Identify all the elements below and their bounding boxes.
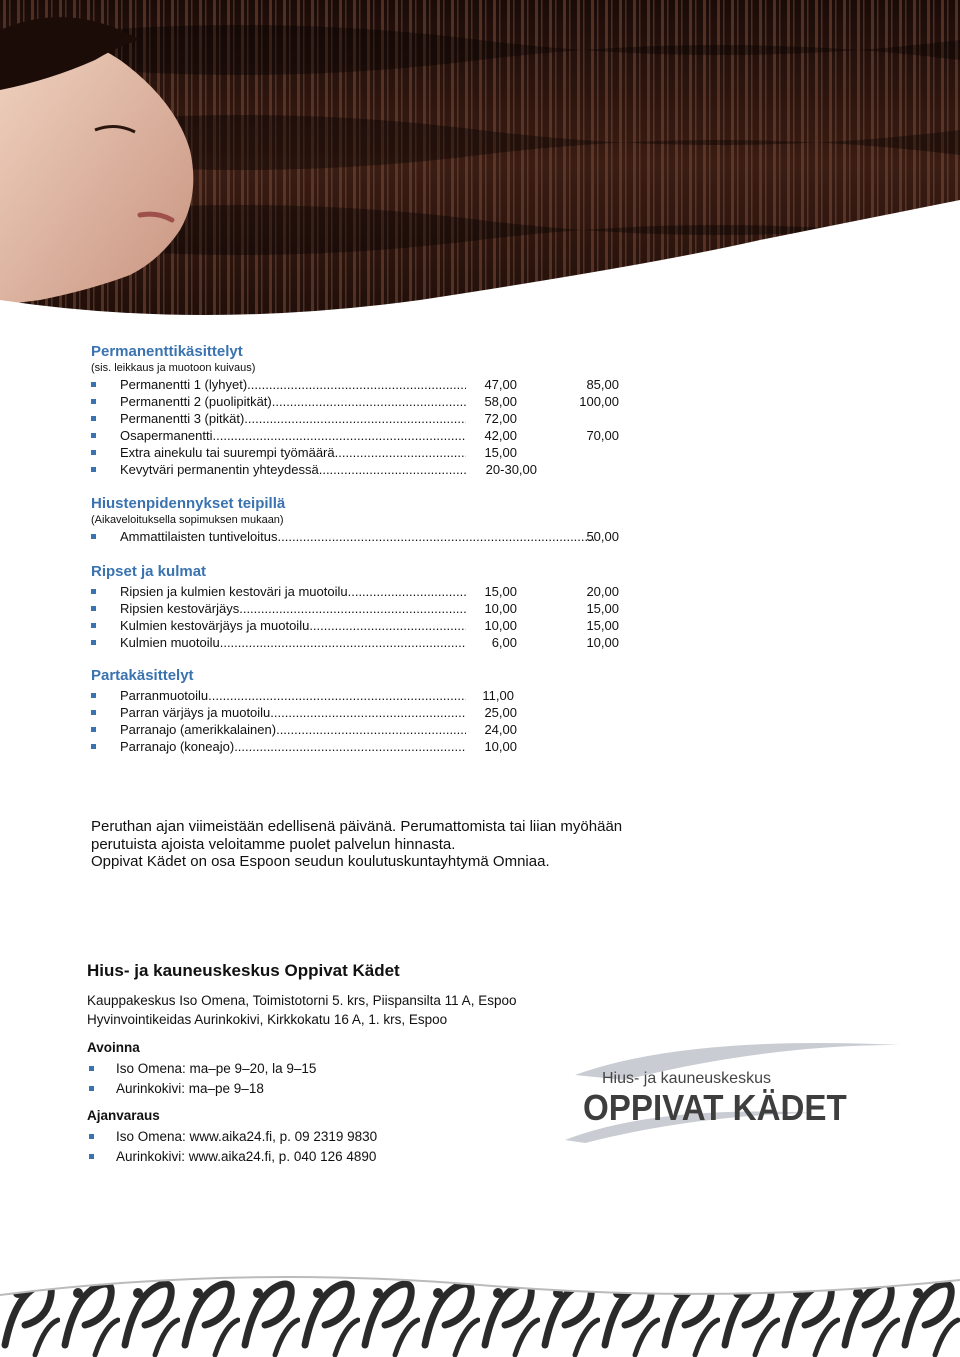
price-row [91,410,691,427]
price-1: 15,00 [484,445,517,460]
price-2: 15,00 [586,601,619,616]
hours-text: Aurinkokivi: ma–pe 9–18 [116,1081,264,1096]
price-row [91,376,691,393]
price-row [91,583,691,600]
service-name: Kulmien kestovärjäys ja muotoilu ..... [120,617,466,634]
booking-list [87,1127,607,1167]
booking-text: Aurinkokivi: www.aika24.fi, p. 040 126 4890 [116,1149,377,1164]
bullet-icon [91,727,96,732]
list-item [87,1127,607,1147]
price-1: 10,00 [484,618,517,633]
ornamental-footer-pattern [0,1265,960,1357]
price-1: 58,00 [484,394,517,409]
address-line: Kauppakeskus Iso Omena, Toimistotorni 5. krs, Piispansilta 11 A, Espoo [87,993,517,1008]
bullet-icon [89,1086,94,1091]
bullet-icon [91,589,96,594]
service-name: Osapermanentti ..... [120,427,466,444]
logo-tagline: Hius- ja kauneuskeskus [602,1070,771,1087]
service-name: Parranajo (koneajo) ..... [120,738,466,755]
section-title: Hiustenpidennykset teipillä [91,495,286,512]
service-name: Permanentti 1 (lyhyet) ..... [120,376,466,393]
notice-line: Oppivat Kädet on osa Espoon seudun koulutuskuntayhtymä Omniaa. [91,853,550,870]
bullet-icon [91,467,96,472]
booking-text: Iso Omena: www.aika24.fi, p. 09 2319 9830 [116,1129,378,1144]
price-1: 24,00 [484,722,517,737]
price-1: 47,00 [484,377,517,392]
price-1: 11,00 [482,688,514,703]
bullet-icon [91,693,96,698]
hours-title: Avoinna [87,1040,140,1055]
bullet-icon [89,1066,94,1071]
price-1: 50,00 [586,529,619,544]
service-name: Ammattilaisten tuntiveloitus ..... [120,528,594,545]
price-row [91,600,691,617]
bullet-icon [91,744,96,749]
section-beard [91,667,691,755]
section-permanent [91,343,691,478]
service-name: Kevytväri permanentin yhteydessä ..... [120,461,466,478]
price-2: 20,00 [586,584,619,599]
price-row [91,528,691,545]
price-1: 72,00 [484,411,517,426]
price-2: 85,00 [586,377,619,392]
service-name: Parranajo (amerikkalainen) ..... [120,721,466,738]
hours-text: Iso Omena: ma–pe 9–20, la 9–15 [116,1061,317,1076]
price-1: 20-30,00 [485,462,537,477]
price-2: 100,00 [579,394,619,409]
price-row [91,427,691,444]
hair-banner-image [0,0,960,330]
bullet-icon [91,534,96,539]
bullet-icon [91,433,96,438]
price-row [91,738,691,755]
section-title: Ripset ja kulmat [91,563,207,580]
bullet-icon [91,710,96,715]
service-name: Extra ainekulu tai suurempi työmäärä ..... [120,444,466,461]
price-row [91,617,691,634]
price-1: 10,00 [484,601,517,616]
service-name: Parranmuotoilu ..... [120,687,466,704]
contact-title: Hius- ja kauneuskeskus Oppivat Kädet [87,961,400,980]
price-row [91,444,691,461]
section-note: (Aikaveloituksella sopimuksen mukaan) [91,514,284,526]
bullet-icon [91,623,96,628]
address-line: Hyvinvointikeidas Aurinkokivi, Kirkkokatu 16 A, 1. krs, Espoo [87,1012,448,1027]
service-name: Ripsien kestovärjäys ..... [120,600,466,617]
price-row [91,634,691,651]
price-row [91,461,691,478]
bullet-icon [91,606,96,611]
logo-brand: OPPIVAT KÄDET [583,1087,847,1128]
service-name: Parran värjäys ja muotoilu ..... [120,704,466,721]
service-name: Permanentti 3 (pitkät) ..... [120,410,466,427]
section-title: Permanenttikäsittelyt [91,343,243,360]
oppivat-kadet-logo [565,1035,905,1145]
price-1: 15,00 [484,584,517,599]
service-name: Ripsien ja kulmien kestoväri ja muotoilu ..... [120,583,466,600]
price-1: 6,00 [491,635,517,650]
bullet-icon [91,640,96,645]
section-lashes-brows [91,563,691,651]
price-2: 15,00 [586,618,619,633]
hours-list [87,1059,607,1099]
bullet-icon [89,1134,94,1139]
notice-line: perutuista ajoista veloitamme puolet palvelun hinnasta. [91,835,456,853]
booking-title: Ajanvaraus [87,1108,160,1123]
list-item [87,1079,607,1099]
price-1: 25,00 [484,705,517,720]
list-item [87,1059,607,1079]
bullet-icon [89,1154,94,1159]
price-row [91,721,691,738]
price-1: 10,00 [484,739,517,754]
contact-info [87,960,607,1167]
price-2: 10,00 [586,635,619,650]
bullet-icon [91,416,96,421]
price-row [91,704,691,721]
notice-line: Peruthan ajan viimeistään edellisenä päivänä. Perumattomista tai liian myöhään [91,818,623,835]
service-name: Permanentti 2 (puolipitkät) ..... [120,393,466,410]
list-item [87,1147,607,1167]
section-extensions [91,495,691,545]
cancellation-notice [91,818,731,871]
price-2: 70,00 [586,428,619,443]
price-1: 42,00 [484,428,517,443]
bullet-icon [91,399,96,404]
section-title: Partakäsittelyt [91,667,194,684]
price-row [91,687,691,704]
price-row [91,393,691,410]
section-note: (sis. leikkaus ja muotoon kuivaus) [91,362,256,374]
bullet-icon [91,382,96,387]
service-name: Kulmien muotoilu ..... [120,634,466,651]
bullet-icon [91,450,96,455]
